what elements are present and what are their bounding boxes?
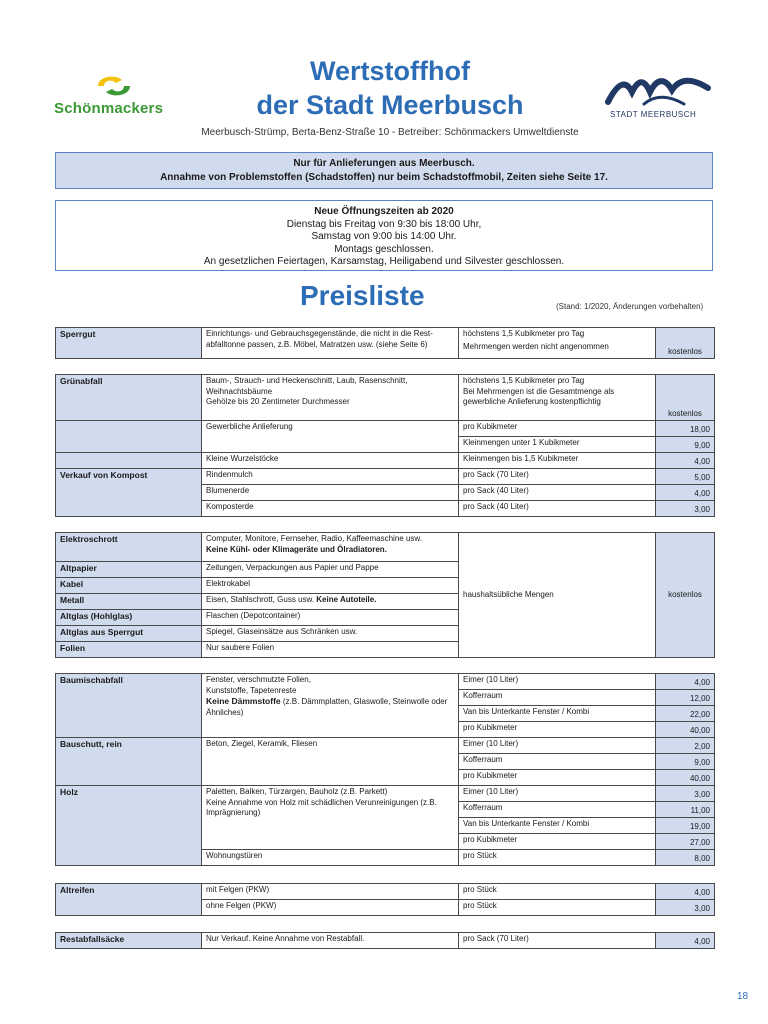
table-gruenabfall (55, 374, 715, 517)
price-cell: 3,00 (656, 786, 715, 802)
category-cell (56, 453, 202, 469)
quantity-cell: Kleinmengen unter 1 Kubikmeter (459, 437, 656, 453)
quantity-cell: Van bis Unterkante Fenster / Kombi (459, 818, 656, 834)
price-cell: 9,00 (656, 754, 715, 770)
description-cell: Spiegel, Glaseinsätze aus Schränken usw. (202, 626, 459, 642)
opening-hours-line-3: Montags geschlossen. (334, 243, 434, 255)
description-cell: Blumenerde (202, 485, 459, 501)
description-cell: Eisen, Stahlschrott, Guss usw. Keine Autoteile. (202, 594, 459, 610)
description-cell: Wohnungstüren (202, 850, 459, 866)
price-list-heading: Preisliste (300, 280, 425, 311)
description-cell: Rindenmulch (202, 469, 459, 485)
description-cell: Elektrokabel (202, 578, 459, 594)
quantity-cell: Eimer (10 Liter) (459, 674, 656, 690)
table-row (56, 674, 715, 690)
opening-hours-line-2: Samstag von 9:00 bis 14:00 Uhr. (311, 231, 457, 242)
opening-hours-box (55, 200, 713, 271)
price-cell: 19,00 (656, 818, 715, 834)
description-cell: Gewerbliche Anlieferung (202, 421, 459, 453)
quantity-cell: pro Stück (459, 884, 656, 900)
quantity-cell: pro Stück (459, 900, 656, 916)
quantity-cell: Kleinmengen bis 1,5 Kubikmeter (459, 453, 656, 469)
category-cell: Altglas (Hohlglas) (56, 610, 202, 626)
category-cell: Folien (56, 642, 202, 658)
table-row (56, 933, 715, 949)
notice-line-1: Nur für Anlieferungen aus Meerbusch. (293, 158, 475, 169)
description-cell: Zeitungen, Verpackungen aus Papier und Pappe (202, 562, 459, 578)
quantity-cell: höchstens 1,5 Kubikmeter pro Tag Mehrmengen werden nicht angenommen (459, 328, 656, 359)
quantity-cell: pro Sack (40 Liter) (459, 485, 656, 501)
page-title-line-1: Wertstoffhof (310, 56, 470, 86)
table-baumischabfall (55, 673, 715, 866)
category-cell: Restabfallsäcke (56, 933, 202, 949)
table-row (56, 453, 715, 469)
schoenmackers-logo-mark (94, 74, 134, 100)
description-cell: Nur saubere Folien (202, 642, 459, 658)
opening-hours-heading: Neue Öffnungszeiten ab 2020 (314, 206, 454, 217)
opening-hours-line-1: Dienstag bis Freitag von 9:30 bis 18:00 Uhr, (286, 218, 482, 230)
price-cell: kostenlos (656, 375, 715, 421)
quantity-cell: pro Kubikmeter (459, 770, 656, 786)
price-cell: 4,00 (656, 884, 715, 900)
price-cell: 5,00 (656, 469, 715, 485)
description-cell: ohne Felgen (PKW) (202, 900, 459, 916)
table-row (56, 469, 715, 485)
quantity-cell: höchstens 1,5 Kubikmeter pro Tag Bei Mehrmengen ist die Gesamtmenge als gewerbliche Anlieferung kostenpflichtig (459, 375, 656, 421)
category-cell: Altpapier (56, 562, 202, 578)
category-cell: Altglas aus Sperrgut (56, 626, 202, 642)
table-row (56, 421, 715, 437)
quantity-cell: pro Kubikmeter (459, 421, 656, 437)
quantity-cell: Kofferraum (459, 754, 656, 770)
category-cell (56, 421, 202, 453)
table-row (56, 533, 715, 562)
stadt-meerbusch-logo: STADT MEERBUSCH (604, 74, 716, 122)
price-cell: 12,00 (656, 690, 715, 706)
price-cell: 11,00 (656, 802, 715, 818)
description-cell: Einrichtungs- und Gebrauchsgegenstände, die nicht in die Rest- abfalltonne passen, z.B. Möbel, Matratzen usw. (siehe Seite 6) (202, 328, 459, 359)
table-row (56, 328, 715, 359)
quantity-cell: Eimer (10 Liter) (459, 738, 656, 754)
schoenmackers-logo: Schönmackers (54, 74, 174, 122)
opening-hours-line-4: An gesetzlichen Feiertagen, Karsamstag, Heiligabend und Silvester geschlossen. (203, 256, 565, 267)
table-sperrgut (55, 327, 715, 359)
price-cell: 8,00 (656, 850, 715, 866)
description-cell: Kleine Wurzelstöcke (202, 453, 459, 469)
quantity-cell: pro Sack (70 Liter) (459, 933, 656, 949)
quantity-cell: haushaltsübliche Mengen (459, 533, 656, 658)
table-row (56, 884, 715, 900)
quantity-cell: Eimer (10 Liter) (459, 786, 656, 802)
quantity-cell: pro Sack (40 Liter) (459, 501, 656, 517)
price-cell: 9,00 (656, 437, 715, 453)
quantity-cell: pro Stück (459, 850, 656, 866)
category-cell: Baumischabfall (56, 674, 202, 738)
category-cell: Verkauf von Kompost (56, 469, 202, 517)
price-cell: 3,00 (656, 900, 715, 916)
table-row (56, 375, 715, 421)
category-cell: Bauschutt, rein (56, 738, 202, 786)
price-cell: 3,00 (656, 501, 715, 517)
price-cell: 27,00 (656, 834, 715, 850)
category-cell: Elektroschrott (56, 533, 202, 562)
description-cell: Baum-, Strauch- und Heckenschnitt, Laub, Rasenschnitt, Weihnachtsbäume Gehölze bis 20 Zentimeter Durchmesser (202, 375, 459, 421)
table-altreifen (55, 883, 715, 916)
price-cell: 18,00 (656, 421, 715, 437)
description-cell: Flaschen (Depotcontainer) (202, 610, 459, 626)
quantity-cell: Kofferraum (459, 690, 656, 706)
category-cell: Metall (56, 594, 202, 610)
quantity-cell: Kofferraum (459, 802, 656, 818)
description-cell: Beton, Ziegel, Keramik, Fliesen (202, 738, 459, 786)
category-cell: Kabel (56, 578, 202, 594)
price-list-status-note: (Stand: 1/2020, Änderungen vorbehalten) (556, 302, 704, 311)
category-cell: Grünabfall (56, 375, 202, 421)
notice-line-2: Annahme von Problemstoffen (Schadstoffen) nur beim Schadstoffmobil, Zeiten siehe Seite 17. (160, 172, 608, 183)
page-subtitle: Meerbusch-Strümp, Berta-Benz-Straße 10 - Betreiber: Schönmackers Umweltdienste (201, 127, 579, 138)
price-cell: 2,00 (656, 738, 715, 754)
meerbusch-wave-mark (604, 74, 712, 110)
page-number: 18 (737, 991, 749, 1002)
quantity-cell: pro Kubikmeter (459, 722, 656, 738)
table-elektroschrott (55, 532, 715, 658)
category-cell: Holz (56, 786, 202, 866)
page-title-line-2: der Stadt Meerbusch (256, 90, 524, 120)
description-cell: Komposterde (202, 501, 459, 517)
description-cell: Paletten, Balken, Türzargen, Bauholz (z.B. Parkett) Keine Annahme von Holz mit schädlichen Verunreinigungen (z.B. Imprägnierung) (202, 786, 459, 850)
table-row (56, 786, 715, 802)
price-cell: 4,00 (656, 453, 715, 469)
price-cell: 40,00 (656, 770, 715, 786)
price-cell: 4,00 (656, 674, 715, 690)
table-restabfallsaecke (55, 932, 715, 949)
description-cell: mit Felgen (PKW) (202, 884, 459, 900)
price-cell: kostenlos (656, 533, 715, 658)
description-cell: Computer, Monitore, Fernseher, Radio, Kaffeemaschine usw. Keine Kühl- oder Klimageräte und Ölradiatoren. (202, 533, 459, 562)
category-cell: Sperrgut (56, 328, 202, 359)
description-cell: Fenster, verschmutzte Folien, Kunststoffe, Tapetenreste Keine Dämmstoffe (z.B. Dämmplatten, Glaswolle, Steinwolle oder Ähnliches) (202, 674, 459, 738)
quantity-cell: pro Kubikmeter (459, 834, 656, 850)
price-cell: 4,00 (656, 485, 715, 501)
price-cell: 22,00 (656, 706, 715, 722)
price-cell: kostenlos (656, 328, 715, 359)
notice-box (55, 152, 713, 189)
category-cell: Altreifen (56, 884, 202, 916)
quantity-cell: Van bis Unterkante Fenster / Kombi (459, 706, 656, 722)
table-row (56, 738, 715, 754)
price-cell: 40,00 (656, 722, 715, 738)
quantity-cell: pro Sack (70 Liter) (459, 469, 656, 485)
description-cell: Nur Verkauf. Keine Annahme von Restabfall. (202, 933, 459, 949)
price-cell: 4,00 (656, 933, 715, 949)
